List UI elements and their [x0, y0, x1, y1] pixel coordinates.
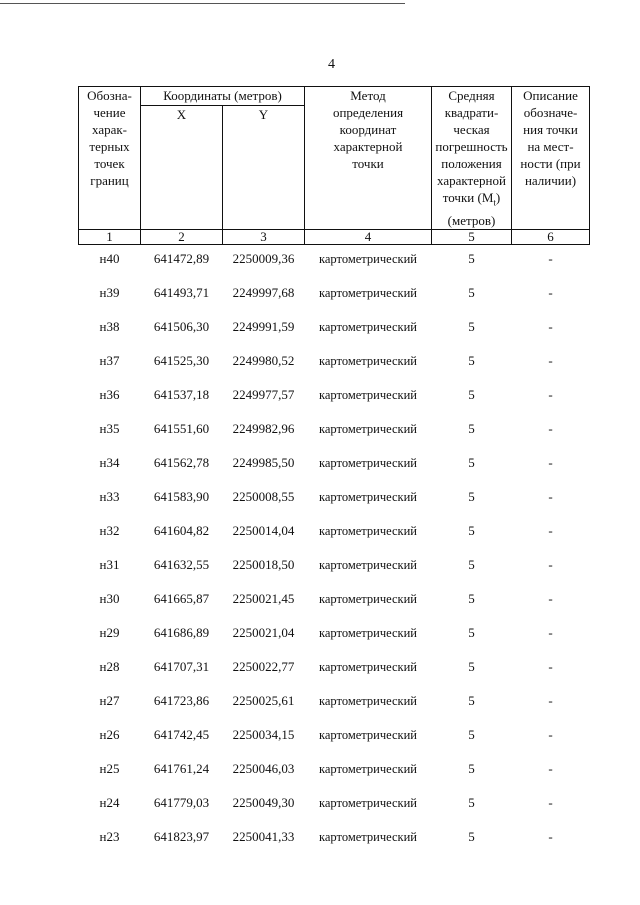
- table-row: [79, 658, 590, 692]
- point-id-cell: н38: [99, 318, 120, 334]
- error-cell: 5: [468, 420, 475, 436]
- description-cell: -: [548, 556, 553, 572]
- error-cell: 5: [468, 250, 475, 266]
- description-cell: -: [548, 522, 553, 538]
- description-cell: -: [548, 794, 553, 810]
- header-y: Y: [223, 105, 305, 229]
- error-cell: 5: [468, 624, 475, 640]
- method-cell: картометрический: [319, 387, 417, 402]
- method-cell: картометрический: [319, 285, 417, 300]
- point-id-cell: н33: [99, 488, 120, 504]
- y-coordinate-cell: 2250018,50: [232, 556, 295, 572]
- y-coordinate-cell: 2249985,50: [232, 454, 295, 470]
- point-id-cell: н34: [99, 454, 120, 470]
- table-row: [79, 590, 590, 624]
- header-error-line: ческая: [453, 122, 490, 137]
- method-cell: картометрический: [319, 693, 417, 708]
- table-row: [79, 828, 590, 862]
- point-id-cell: н35: [99, 420, 120, 436]
- error-cell: 5: [468, 590, 475, 606]
- x-coordinate-cell: 641779,03: [153, 794, 210, 810]
- column-number: 1: [79, 229, 141, 244]
- description-cell: -: [548, 454, 553, 470]
- y-coordinate-cell: 2250046,03: [232, 760, 295, 776]
- method-cell: картометрический: [319, 557, 417, 572]
- error-cell: 5: [468, 386, 475, 402]
- y-coordinate-cell: 2250009,36: [232, 250, 295, 266]
- table-row: [79, 488, 590, 522]
- method-cell: картометрический: [319, 489, 417, 504]
- description-cell: -: [548, 828, 553, 844]
- point-id-cell: н36: [99, 386, 120, 402]
- description-cell: -: [548, 318, 553, 334]
- point-id-cell: н28: [99, 658, 120, 674]
- error-cell: 5: [468, 488, 475, 504]
- method-cell: картометрический: [319, 591, 417, 606]
- method-cell: картометрический: [319, 659, 417, 674]
- x-coordinate-cell: 641506,30: [153, 318, 210, 334]
- header-coordinates: Координаты (метров): [141, 87, 305, 106]
- header-designation-text: Обозна- чение харак- терных точек границ: [87, 88, 132, 188]
- point-id-cell: н32: [99, 522, 120, 538]
- x-coordinate-cell: 641823,97: [153, 828, 210, 844]
- x-coordinate-cell: 641742,45: [153, 726, 210, 742]
- x-coordinate-cell: 641686,89: [153, 624, 210, 640]
- x-coordinate-cell: 641472,89: [153, 250, 210, 266]
- column-number: 6: [512, 229, 590, 244]
- x-coordinate-cell: 641562,78: [153, 454, 210, 470]
- description-cell: -: [548, 590, 553, 606]
- x-coordinate-cell: 641583,90: [153, 488, 210, 504]
- error-cell: 5: [468, 828, 475, 844]
- error-cell: 5: [468, 658, 475, 674]
- error-cell: 5: [468, 284, 475, 300]
- method-cell: картометрический: [319, 353, 417, 368]
- y-coordinate-cell: 2249980,52: [232, 352, 295, 368]
- header-error-unit: (метров): [447, 212, 496, 228]
- description-cell: -: [548, 760, 553, 776]
- method-cell: картометрический: [319, 625, 417, 640]
- point-id-cell: н39: [99, 284, 120, 300]
- point-id-cell: н37: [99, 352, 120, 368]
- y-coordinate-cell: 2249997,68: [232, 284, 295, 300]
- point-id-cell: н26: [99, 726, 120, 742]
- point-id-cell: н29: [99, 624, 120, 640]
- table-row: [79, 386, 590, 420]
- table-row: [79, 284, 590, 318]
- error-cell: 5: [468, 454, 475, 470]
- x-coordinate-cell: 641761,24: [153, 760, 210, 776]
- y-coordinate-cell: 2250041,33: [232, 828, 295, 844]
- point-id-cell: н40: [99, 250, 120, 266]
- description-cell: -: [548, 284, 553, 300]
- header-error-line: квадрати-: [444, 105, 499, 120]
- y-coordinate-cell: 2250022,77: [232, 658, 295, 674]
- point-id-cell: н31: [99, 556, 120, 572]
- y-coordinate-cell: 2250025,61: [232, 692, 295, 708]
- table-row: [79, 420, 590, 454]
- method-cell: картометрический: [319, 523, 417, 538]
- description-cell: -: [548, 250, 553, 266]
- table-row: [79, 624, 590, 658]
- description-cell: -: [548, 386, 553, 402]
- x-coordinate-cell: 641604,82: [153, 522, 210, 538]
- page-number: 4: [328, 57, 335, 72]
- method-cell: картометрический: [319, 421, 417, 436]
- description-cell: -: [548, 658, 553, 674]
- x-coordinate-cell: 641525,30: [153, 352, 210, 368]
- point-id-cell: н30: [99, 590, 120, 606]
- header-error-line: положения: [441, 156, 502, 171]
- point-id-cell: н24: [99, 794, 120, 810]
- x-coordinate-cell: 641723,86: [153, 692, 210, 708]
- description-cell: -: [548, 420, 553, 436]
- x-coordinate-cell: 641707,31: [153, 658, 210, 674]
- method-cell: картометрический: [319, 319, 417, 334]
- point-id-cell: н27: [99, 692, 120, 708]
- method-cell: картометрический: [319, 795, 417, 810]
- error-cell: 5: [468, 726, 475, 742]
- y-coordinate-cell: 2250034,15: [232, 726, 295, 742]
- column-number-row: [79, 229, 590, 244]
- method-cell: картометрический: [319, 761, 417, 776]
- header-error-line: погрешность: [435, 139, 508, 154]
- header-description: [512, 87, 590, 230]
- y-coordinate-cell: 2250021,04: [232, 624, 295, 640]
- y-coordinate-cell: 2250049,30: [232, 794, 295, 810]
- header-error-formula: точки $(M_t)$: [442, 190, 501, 208]
- description-cell: -: [548, 352, 553, 368]
- y-coordinate-cell: 2250014,04: [232, 522, 295, 538]
- error-cell: 5: [468, 318, 475, 334]
- error-cell: 5: [468, 794, 475, 810]
- y-coordinate-cell: 2249991,59: [232, 318, 295, 334]
- error-cell: 5: [468, 522, 475, 538]
- error-cell: 5: [468, 556, 475, 572]
- description-cell: -: [548, 624, 553, 640]
- header-error-line: характерной: [437, 173, 506, 188]
- x-coordinate-cell: 641665,87: [153, 590, 210, 606]
- error-cell: 5: [468, 352, 475, 368]
- header-error-line: Средняя: [448, 88, 495, 103]
- table-row: [79, 556, 590, 590]
- coordinates-table: [78, 86, 590, 862]
- table-row: [79, 760, 590, 794]
- x-coordinate-cell: 641493,71: [153, 284, 210, 300]
- table-row: [79, 250, 590, 284]
- table-row: [79, 522, 590, 556]
- header-method: [305, 87, 432, 230]
- method-cell: картометрический: [319, 251, 417, 266]
- column-number: 5: [432, 229, 512, 244]
- header-description-text: Описание обозначе- ния точки на мест- ности (при наличии): [520, 88, 581, 188]
- error-cell: 5: [468, 692, 475, 708]
- description-cell: -: [548, 488, 553, 504]
- table-row: [79, 454, 590, 488]
- x-coordinate-cell: 641551,60: [153, 420, 210, 436]
- header-error: [432, 87, 512, 230]
- table-row: [79, 318, 590, 352]
- error-cell: 5: [468, 760, 475, 776]
- method-cell: картометрический: [319, 727, 417, 742]
- column-number: 3: [223, 229, 305, 244]
- y-coordinate-cell: 2249982,96: [232, 420, 295, 436]
- method-cell: картометрический: [319, 829, 417, 844]
- table-row: [79, 726, 590, 760]
- x-coordinate-cell: 641632,55: [153, 556, 210, 572]
- method-cell: картометрический: [319, 455, 417, 470]
- description-cell: -: [548, 726, 553, 742]
- table-row: [79, 692, 590, 726]
- point-id-cell: н25: [99, 760, 120, 776]
- x-coordinate-cell: 641537,18: [153, 386, 210, 402]
- table-row: [79, 352, 590, 386]
- header-designation: [79, 87, 141, 230]
- y-coordinate-cell: 2250021,45: [232, 590, 295, 606]
- y-coordinate-cell: 2249977,57: [232, 386, 295, 402]
- top-rule: [0, 3, 405, 4]
- column-number: 4: [305, 229, 432, 244]
- point-id-cell: н23: [99, 828, 120, 844]
- header-method-text: Метод определения координат характерной точки: [332, 88, 404, 171]
- column-number: 2: [141, 229, 223, 244]
- y-coordinate-cell: 2250008,55: [232, 488, 295, 504]
- description-cell: -: [548, 692, 553, 708]
- header-x: X: [141, 105, 223, 229]
- table-row: [79, 794, 590, 828]
